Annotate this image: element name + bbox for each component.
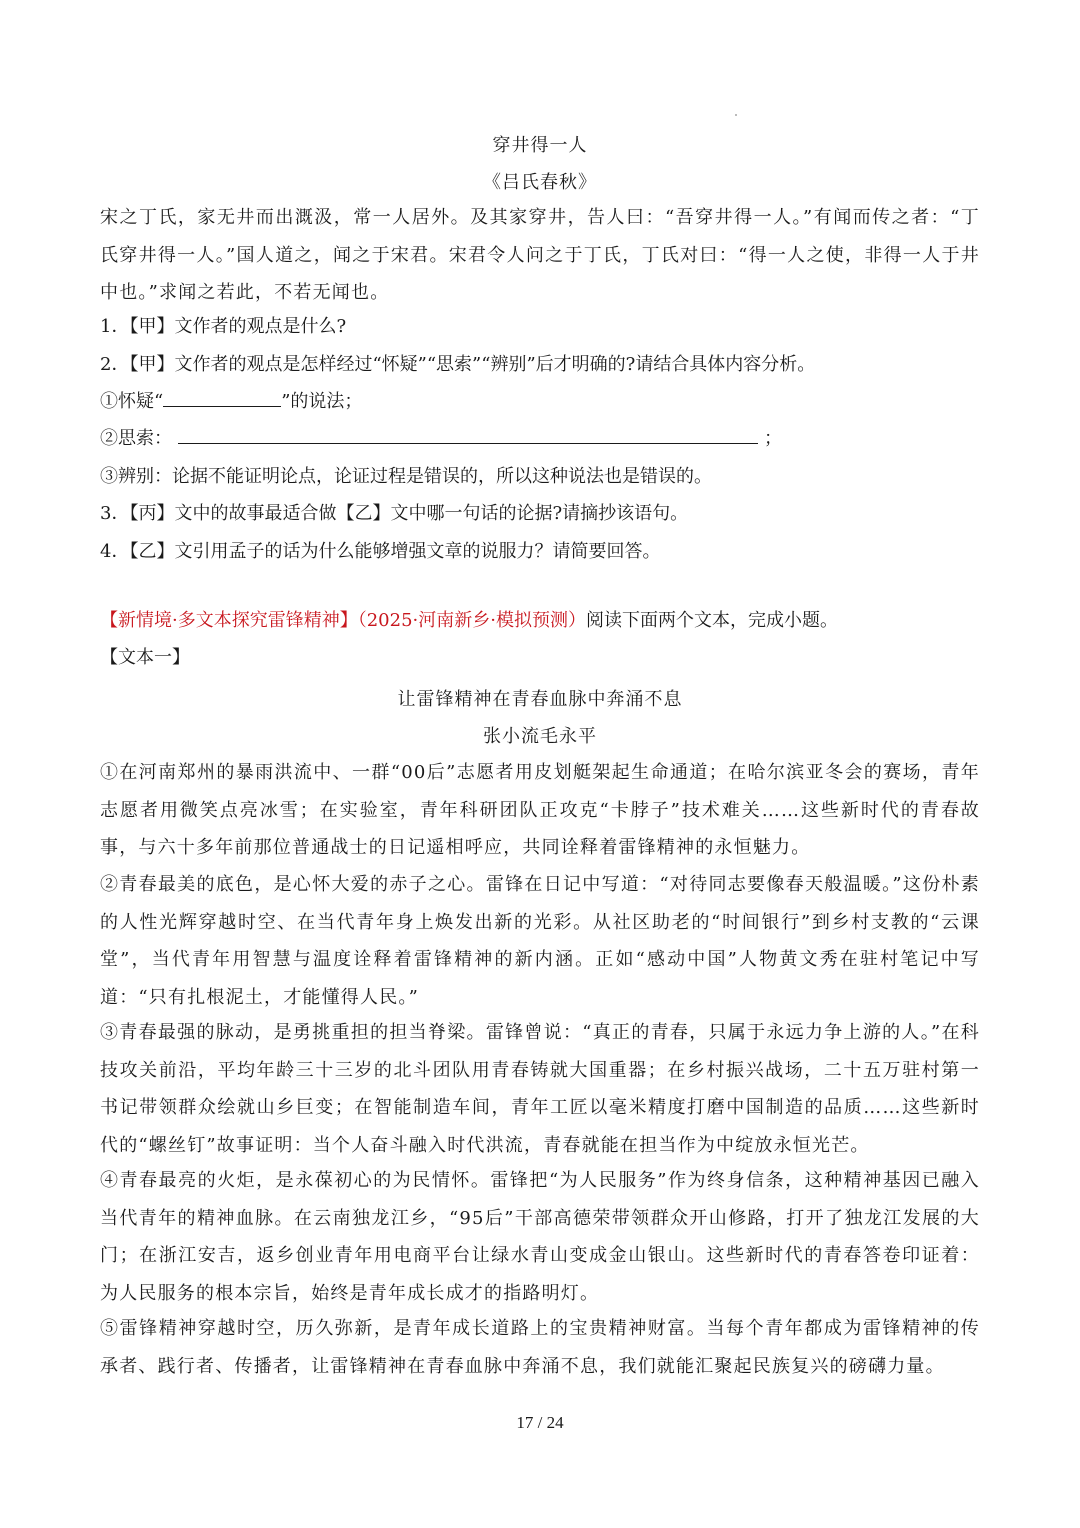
question-2: 2．【甲】文作者的观点是怎样经过“怀疑”“思索”“辨别”后才明确的?请结合具体内容分析。: [100, 354, 816, 375]
article-title: 让雷锋精神在青春血脉中奔涌不息: [397, 689, 683, 710]
page-number: 17 / 24: [516, 1413, 564, 1432]
article-paragraph-1: ①在河南郑州的暴雨洪流中、一群“00后”志愿者用皮划艇架起生命通道；在哈尔滨亚冬会的赛场，青年志愿者用微笑点亮冰雪；在实验室，青年科研团队正攻克“卡脖子”技术难关……这些新时代的青春故事，与六十多年前那位普通战士的日记遥相呼应，共同诠释着雷锋精神的永恒魅力。: [100, 762, 980, 858]
article-paragraph-3: ③青春最强的脉动，是勇挑重担的担当脊梁。雷锋曾说：“真正的青春，只属于永远力争上游的人。”在科技攻关前沿，平均年龄三十三岁的北斗团队用青春铸就大国重器；在乡村振兴战场，二十五万驻村第一书记带领群众绘就山乡巨变；在智能制造车间，青年工匠以毫米精度打磨中国制造的品质……这些新时代的“螺丝钉”故事证明：当个人奋斗融入时代洪流，青春就能在担当作为中绽放永恒光芒。: [100, 1022, 980, 1156]
doubt-answer-blank[interactable]: [163, 388, 281, 407]
think-suffix: ；: [764, 428, 782, 449]
scan-speck: [735, 114, 737, 116]
doubt-suffix: ”的说法；: [281, 391, 363, 412]
question-4: 4．【乙】文引用孟子的话为什么能够增强文章的说服力？请简要回答。: [100, 541, 661, 562]
text-one-label: 【文本一】: [100, 647, 190, 668]
article-authors: 张小流毛永平: [483, 726, 597, 747]
section-instruction: 阅读下面两个文本，完成小题。: [586, 610, 838, 631]
passage-title: 穿井得一人: [492, 135, 588, 156]
question-2-doubt: [100, 387, 980, 417]
article-paragraph-4: ④青春最亮的火炬，是永葆初心的为民情怀。雷锋把“为人民服务”作为终身信条，这种精神基因已融入当代青年的精神血脉。在云南独龙江乡，“95后”干部高德荣带领群众开山修路，打开了独龙江发展的大门；在浙江安吉，返乡创业青年用电商平台让绿水青山变成金山银山。这些新时代的青春答卷印证着：为人民服务的根本宗旨，始终是青年成长成才的指路明灯。: [100, 1170, 980, 1304]
question-2-judge: ③辨别：论据不能证明论点，论证过程是错误的，所以这种说法也是错误的。: [100, 466, 712, 487]
article-paragraph-2: ②青春最美的底色，是心怀大爱的赤子之心。雷锋在日记中写道：“对待同志要像春天般温暖。”这份朴素的人性光辉穿越时空、在当代青年身上焕发出新的光彩。从社区助老的“时间银行”到乡村支教的“云课堂”，当代青年用智慧与温度诠释着雷锋精神的新内涵。正如“感动中国”人物黄文秀在驻村笔记中写道：“只有扎根泥土，才能懂得人民。”: [100, 874, 980, 1008]
article-paragraph-5: ⑤雷锋精神穿越时空，历久弥新，是青年成长道路上的宝贵精神财富。当每个青年都成为雷锋精神的传承者、践行者、传播者，让雷锋精神在青春血脉中奔涌不息，我们就能汇聚起民族复兴的磅礴力量。: [100, 1318, 980, 1377]
think-answer-blank[interactable]: [178, 425, 758, 444]
question-2-think: [100, 424, 980, 454]
section-tag: 【新情境·多文本探究雷锋精神】: [100, 610, 358, 631]
doubt-prefix: ①怀疑“: [100, 391, 164, 412]
passage-text: 宋之丁氏，家无井而出溉汲，常一人居外。及其家穿井，告人曰：“吾穿井得一人。”有闻而传之者：“丁氏穿井得一人。”国人道之，闻之于宋君。宋君令人问之于丁氏，丁氏对曰：“得一人之使，非得一人于井中也。”求闻之若此，不若无闻也。: [100, 207, 980, 303]
think-prefix: ②思索：: [100, 428, 172, 449]
question-1: 1．【甲】文作者的观点是什么?: [100, 316, 347, 337]
question-3: 3．【丙】文中的故事最适合做【乙】文中哪一句话的论据?请摘抄该语句。: [100, 503, 689, 524]
section-source: （2025·河南新乡·模拟预测）: [357, 610, 586, 631]
passage-source: 《吕氏春秋》: [483, 172, 597, 193]
section-header: [100, 606, 980, 636]
